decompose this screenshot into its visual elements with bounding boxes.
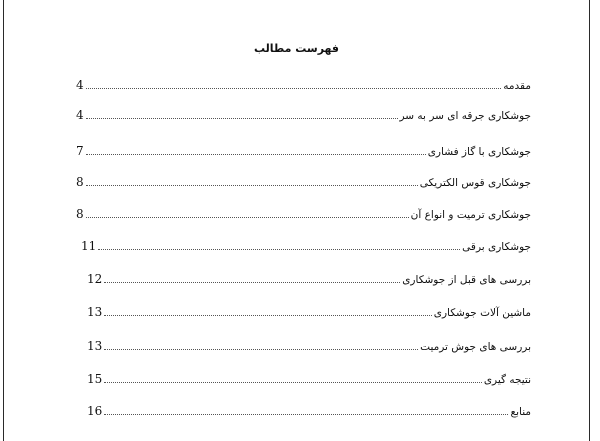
toc-entry-page: 15 xyxy=(87,372,103,386)
toc-entry xyxy=(87,305,531,319)
toc-entry-page: 4 xyxy=(76,78,84,92)
dot-leader xyxy=(104,314,431,316)
toc-title: فهرست مطالب xyxy=(253,42,340,55)
toc-entry xyxy=(81,239,531,253)
toc-entry-page: 16 xyxy=(87,404,103,418)
toc-entry xyxy=(87,372,531,386)
toc-entry-title: جوشکاری جرقه ای سر به سر xyxy=(399,110,531,122)
toc-entry-title: جوشکاری قوس الکتریکی xyxy=(419,177,531,189)
dot-leader xyxy=(86,153,426,155)
toc-entry xyxy=(76,78,531,92)
toc-entry xyxy=(76,207,531,221)
toc-entry xyxy=(76,144,531,158)
toc-entry-title: مقدمه xyxy=(503,80,531,92)
dot-leader xyxy=(86,87,502,89)
toc-entry-title: بررسی های قبل از جوشکاری xyxy=(402,274,531,286)
toc-entry-title: جوشکاری برقی xyxy=(462,241,531,253)
toc-entry-page: 13 xyxy=(87,339,103,353)
toc-entry xyxy=(76,175,531,189)
toc-entry xyxy=(87,404,531,418)
dot-leader xyxy=(104,381,482,383)
toc-entry-page: 7 xyxy=(76,144,84,158)
toc-entry xyxy=(87,339,531,353)
toc-entry-page: 12 xyxy=(87,272,103,286)
toc-entry-title: منابع xyxy=(510,406,531,418)
dot-leader xyxy=(86,216,409,218)
toc-entry-page: 13 xyxy=(87,305,103,319)
toc-entry-page: 8 xyxy=(76,175,84,189)
toc-entry-title: جوشکاری ترمیت و انواع آن xyxy=(410,209,531,221)
toc-entry-page: 8 xyxy=(76,207,84,221)
toc-entry-page: 11 xyxy=(81,239,97,253)
dot-leader xyxy=(104,281,400,283)
toc-entry-title: بررسی های جوش ترمیت xyxy=(420,341,531,353)
toc-entry-page: 4 xyxy=(76,108,84,122)
toc-entry xyxy=(76,108,531,122)
document-page xyxy=(3,0,590,441)
dot-leader xyxy=(104,348,418,350)
dot-leader xyxy=(104,413,508,415)
toc-entry-title: جوشکاری با گاز فشاری xyxy=(427,146,531,158)
dot-leader xyxy=(86,117,398,119)
toc-entry-title: ماشین آلات جوشکاری xyxy=(433,307,531,319)
toc-entry-title: نتیجه گیری xyxy=(483,374,531,386)
dot-leader xyxy=(86,184,418,186)
toc-entry xyxy=(87,272,531,286)
dot-leader xyxy=(98,248,460,250)
